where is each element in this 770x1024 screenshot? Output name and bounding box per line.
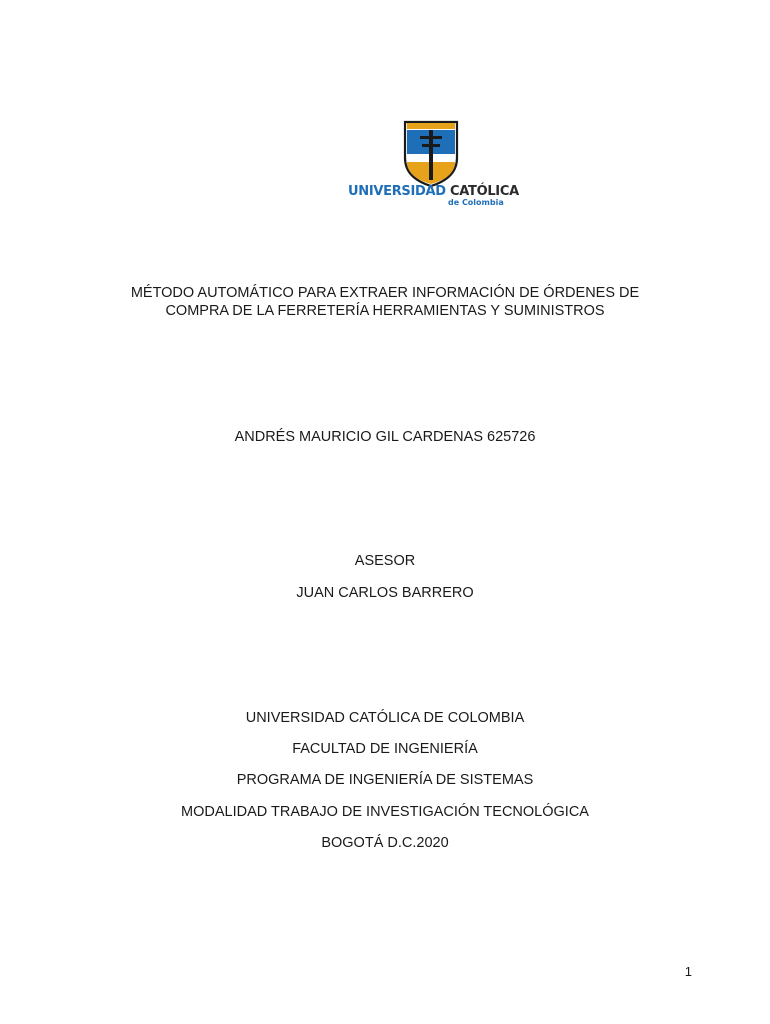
thesis-title-line-2: COMPRA DE LA FERRETERÍA HERRAMIENTAS Y SUMINISTROS (165, 303, 605, 319)
logo-word-catolica: CATÓLICA (450, 184, 519, 199)
page-number: 1 (684, 964, 692, 979)
modality-text: MODALIDAD TRABAJO DE INVESTIGACIÓN TECNOLÓGICA (181, 804, 589, 820)
university-logo (340, 112, 520, 212)
advisor-label: ASESOR (354, 553, 416, 569)
advisor-name: JUAN CARLOS BARRERO (296, 585, 474, 601)
logo-word-universidad: UNIVERSIDAD (348, 184, 446, 199)
city-year: BOGOTÁ D.C.2020 (321, 835, 449, 851)
logo-wordmark (348, 184, 519, 199)
logo-subtitle: de Colombia (448, 198, 504, 207)
author-name: ANDRÉS MAURICIO GIL CARDENAS 625726 (234, 429, 536, 445)
university-name: UNIVERSIDAD CATÓLICA DE COLOMBIA (245, 710, 525, 726)
program-name: PROGRAMA DE INGENIERÍA DE SISTEMAS (236, 772, 534, 788)
thesis-title-line-1: MÉTODO AUTOMÁTICO PARA EXTRAER INFORMACIÓN DE ÓRDENES DE (130, 285, 640, 301)
faculty-name: FACULTAD DE INGENIERÍA (292, 741, 478, 757)
university-shield-icon (402, 118, 460, 188)
